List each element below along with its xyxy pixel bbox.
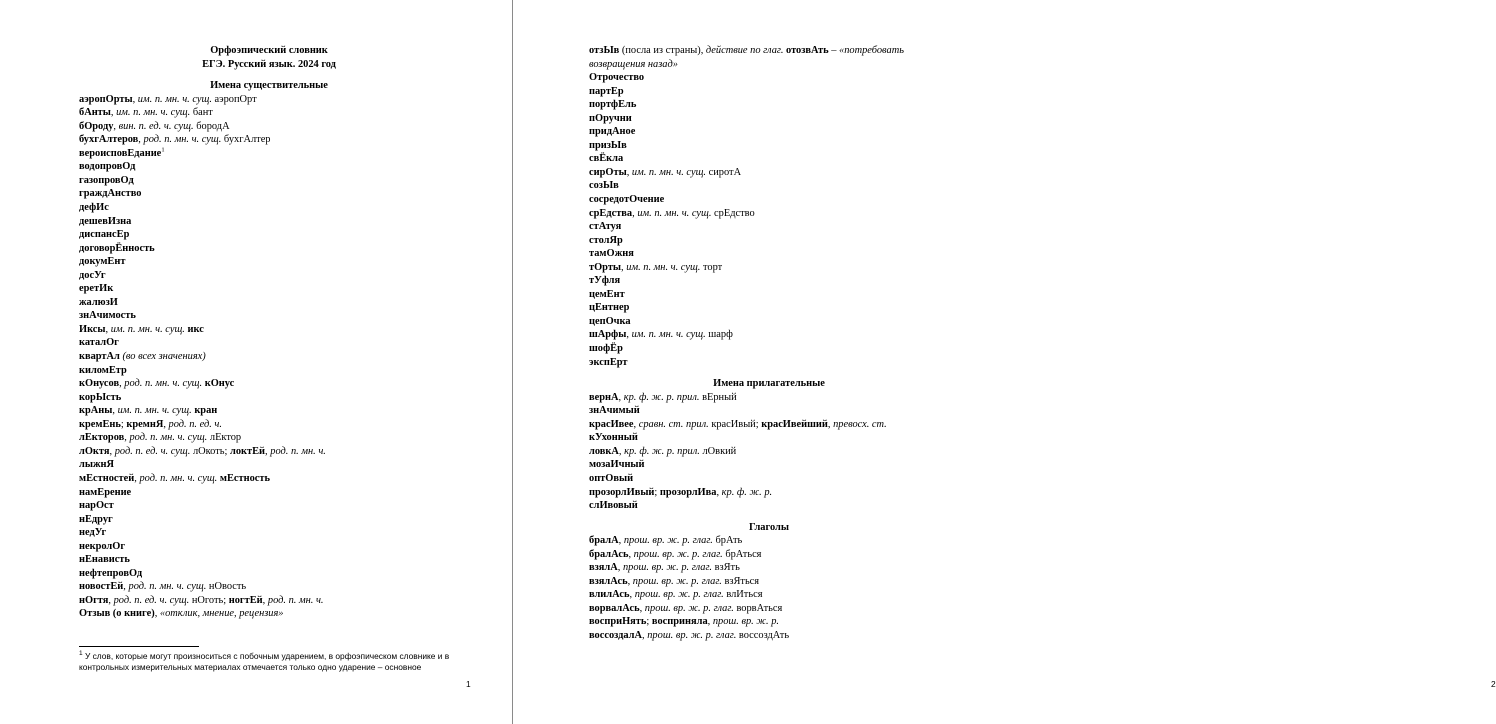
headword: новостЕй <box>79 581 124 593</box>
grammar-note: кр. ф. ж. р. <box>721 486 773 498</box>
headword: слИвовый <box>589 500 638 512</box>
entry-text: , <box>112 405 118 417</box>
dictionary-entry <box>589 85 949 99</box>
dictionary-entry <box>79 336 459 350</box>
headword: досУг <box>79 269 106 281</box>
dictionary-entry <box>589 391 949 405</box>
grammar-note: им. п. мн. ч. сущ. <box>116 107 191 119</box>
dictionary-entry <box>79 567 459 581</box>
dictionary-entry <box>79 594 459 608</box>
document-title: Орфоэпический словник <box>210 45 328 56</box>
entry-text: лЕктор <box>207 432 242 444</box>
dictionary-entry <box>79 255 459 269</box>
headword: кремнЯ <box>126 418 164 430</box>
headword: призЫв <box>589 139 627 151</box>
grammar-note: прош. вр. ж. р. глаг. <box>634 589 724 601</box>
headword: оптОвый <box>589 472 634 484</box>
grammar-note: им. п. мн. ч. сущ. <box>137 93 212 105</box>
headword: мозаИчный <box>589 459 645 471</box>
grammar-note: сравн. ст. прил. <box>638 418 709 430</box>
headword: нЕдруг <box>79 513 113 525</box>
dictionary-entry <box>589 125 949 139</box>
entry-text: нОвость <box>206 581 247 593</box>
entry-text: воссоздАть <box>736 629 790 641</box>
entry-text: , <box>123 581 129 593</box>
headword: аэропОрты <box>79 93 133 105</box>
entry-text: вЕрный <box>699 391 737 403</box>
grammar-note: прош. вр. ж. р. <box>712 616 780 628</box>
entry-text: , <box>626 166 632 178</box>
dictionary-entry <box>79 580 459 594</box>
dictionary-entry <box>79 472 459 486</box>
entry-text: , <box>119 378 125 390</box>
headword: сирОты <box>589 166 627 178</box>
dictionary-entry <box>589 328 949 342</box>
dictionary-entry <box>589 575 949 589</box>
headword: отзЫв <box>589 45 620 56</box>
dictionary-entry <box>589 152 949 166</box>
headword: воссоздалА <box>589 629 643 641</box>
entry-text: брАться <box>722 548 762 560</box>
dictionary-entry <box>589 274 949 288</box>
grammar-note: род. п. мн. ч. сущ. <box>139 472 218 484</box>
page-number: 2 <box>1491 679 1496 689</box>
entry-text: , <box>265 445 271 457</box>
headword: бралАсь <box>589 548 629 560</box>
entry-text: , <box>632 207 638 219</box>
headword: киломЕтр <box>79 364 127 376</box>
dictionary-entry <box>79 120 459 134</box>
entry-text: влИться <box>723 589 763 601</box>
dictionary-entry <box>589 561 949 575</box>
dictionary-entry <box>79 486 459 500</box>
dictionary-entry <box>79 458 459 472</box>
grammar-note: (во всех значениях) <box>119 351 206 363</box>
headword: шофЁр <box>589 343 623 355</box>
dictionary-entry <box>79 106 459 120</box>
dictionary-entry <box>79 174 459 188</box>
entry-text: , <box>163 418 169 430</box>
dictionary-entry <box>589 98 949 112</box>
headword: срЕдства <box>589 207 633 219</box>
grammar-note: прош. вр. ж. р. глаг. <box>633 548 723 560</box>
headword: недУг <box>79 527 107 539</box>
headword: докумЕнт <box>79 256 126 268</box>
headword: цЕнтнер <box>589 302 630 314</box>
dictionary-entry <box>79 296 459 310</box>
entry-text: , <box>716 486 722 498</box>
headword: нОгтя <box>79 594 109 606</box>
headword: мЕстность <box>217 472 270 484</box>
grammar-note: им. п. мн. ч. сущ. <box>631 166 707 178</box>
section-heading-adjectives: Имена прилагательные <box>713 378 825 390</box>
dictionary-entry <box>589 431 949 445</box>
dictionary-entry <box>589 261 949 275</box>
headword: еретИк <box>79 283 114 295</box>
dictionary-entry <box>589 207 949 221</box>
headword: мЕстностей <box>79 472 135 484</box>
dictionary-entry <box>79 187 459 201</box>
grammar-note: «отклик, мнение, рецензия» <box>159 608 284 620</box>
entry-text: срЕдство <box>711 207 755 219</box>
footnote-marker: 1 <box>79 650 83 658</box>
entry-text: бант <box>190 107 213 119</box>
headword: водопровОд <box>79 161 136 173</box>
entry-text: лОвкий <box>699 445 737 457</box>
headword: красИвейший <box>761 418 828 430</box>
headword: кУхонный <box>589 432 638 444</box>
adjective-entry-list <box>589 391 949 513</box>
dictionary-entry <box>589 548 949 562</box>
dictionary-entry <box>79 445 459 459</box>
dictionary-entry <box>589 301 949 315</box>
entry-text: , <box>621 261 627 273</box>
dictionary-entry <box>79 269 459 283</box>
headword: нарОст <box>79 500 114 512</box>
headword: пОручни <box>589 112 632 124</box>
headword: знАчимый <box>589 405 640 417</box>
grammar-note: им. п. мн. ч. сущ. <box>117 405 192 417</box>
grammar-note: прош. вр. ж. р. глаг. <box>623 535 713 547</box>
entry-text: бухгАлтер <box>221 134 271 146</box>
headword: намЕрение <box>79 486 132 498</box>
verb-entry-list <box>589 534 949 642</box>
dictionary-entry <box>79 553 459 567</box>
headword: квартАл <box>79 351 120 363</box>
entry-text: , <box>639 602 645 614</box>
headword: некролОг <box>79 540 126 552</box>
grammar-note: род. п. мн. ч. <box>270 445 326 457</box>
dictionary-entry <box>589 315 949 329</box>
grammar-note: им. п. мн. ч. сущ. <box>110 323 185 335</box>
headword: тОрты <box>589 261 622 273</box>
footnote-text: У слов, которые могут произноситься с побочным ударением, в орфоэпическом словнике и в контрольных измерительных материалах отмечается только одно ударение – основное <box>79 651 450 673</box>
dictionary-entry <box>589 472 949 486</box>
section-heading-nouns: Имена существительные <box>210 80 328 92</box>
headword: красИвее <box>589 418 634 430</box>
headword: экспЕрт <box>589 356 628 368</box>
dictionary-entry <box>79 350 459 364</box>
entry-text: взЯться <box>721 575 760 587</box>
headword: свЁкла <box>589 153 624 165</box>
headword: сосредотОчение <box>589 194 665 206</box>
headword: лОктя <box>79 445 110 457</box>
entry-text: , <box>618 391 624 403</box>
entry-text: , <box>707 616 713 628</box>
headword: шАрфы <box>589 329 627 341</box>
grammar-note: им. п. мн. ч. сущ. <box>637 207 712 219</box>
grammar-note: вин. п. ед. ч. сущ. <box>118 120 194 132</box>
grammar-note: прош. вр. ж. р. глаг. <box>622 562 713 574</box>
dictionary-entry <box>589 356 949 370</box>
grammar-note: род. п. мн. ч. сущ. <box>128 581 207 593</box>
dictionary-entry <box>79 499 459 513</box>
entry-text: взЯть <box>712 562 740 574</box>
footnote-separator <box>79 646 199 647</box>
headword: жалюзИ <box>79 296 118 308</box>
dictionary-entry <box>79 431 459 445</box>
entry-text: красИвый; <box>708 418 762 430</box>
entry-text: , <box>626 329 632 341</box>
grammar-note: род. п. мн. ч. сущ. <box>124 378 203 390</box>
dictionary-entry <box>589 342 949 356</box>
headword: диспансЕр <box>79 229 130 241</box>
headword: восприНять <box>589 616 647 628</box>
headword: восприняла <box>651 616 708 628</box>
entry-text: ; <box>120 418 127 430</box>
entry-text: , <box>627 575 633 587</box>
headword: граждАнство <box>79 188 142 200</box>
dictionary-entry <box>79 201 459 215</box>
entry-text: , <box>138 134 144 146</box>
headword: крАны <box>79 405 113 417</box>
grammar-note: род. п. ед. ч. сущ. <box>113 594 190 606</box>
headword: бАнты <box>79 107 111 119</box>
dictionary-entry <box>79 391 459 405</box>
headword: взялАсь <box>589 575 628 587</box>
dictionary-entry <box>79 133 459 147</box>
entry-text: , <box>110 107 117 119</box>
headword: договорЁнность <box>79 242 155 254</box>
dictionary-entry <box>589 288 949 302</box>
dictionary-entry <box>79 309 459 323</box>
headword: партЕр <box>589 85 624 97</box>
dictionary-entry <box>79 418 459 432</box>
entry-text: , <box>108 594 114 606</box>
dictionary-entry <box>589 247 949 261</box>
headword: цепОчка <box>589 315 631 327</box>
headword: дешевИзна <box>79 215 132 227</box>
dictionary-entry <box>79 364 459 378</box>
entry-text: бородА <box>193 120 230 132</box>
dictionary-entry <box>589 71 949 85</box>
headword: ворвалАсь <box>589 602 640 614</box>
grammar-note: род. п. мн. ч. сущ. <box>143 134 222 146</box>
page-1-column <box>79 44 459 621</box>
headword: отозвАть <box>783 45 829 56</box>
grammar-note: кр. ф. ж. р. прил. <box>623 391 700 403</box>
entry-text: лОкоть; <box>190 445 230 457</box>
headword: прозорлИвый <box>589 486 655 498</box>
entry-text: ; <box>654 486 660 498</box>
headword: кОнус <box>202 378 235 390</box>
dictionary-entry <box>79 93 459 107</box>
grammar-note: «потребовать возвращения назад» <box>589 45 904 70</box>
entry-text: шарф <box>705 329 733 341</box>
headword: бралА <box>589 535 619 547</box>
dictionary-entry <box>79 513 459 527</box>
dictionary-entry <box>79 377 459 391</box>
headword: локтЕй <box>230 445 266 457</box>
headword: дефИс <box>79 202 109 214</box>
grammar-note: кр. ф. ж. р. прил. <box>624 445 700 457</box>
entry-text: , <box>628 548 634 560</box>
dictionary-entry <box>79 526 459 540</box>
dictionary-entry <box>589 418 949 432</box>
headword: придАное <box>589 126 636 138</box>
footnote-ref: 1 <box>161 146 165 154</box>
headword: вероисповЕдание <box>79 147 162 159</box>
grammar-note: действие по глаг. <box>705 45 784 56</box>
headword: кОнусов <box>79 378 120 390</box>
dictionary-entry <box>589 499 949 513</box>
headword: лЕкторов <box>79 432 125 444</box>
entry-text: , <box>633 418 639 430</box>
noun-entry-list-continued <box>589 44 949 369</box>
dictionary-entry <box>589 139 949 153</box>
grammar-note: превосх. ст. <box>833 418 887 430</box>
headword: бОроду <box>79 120 114 132</box>
dictionary-entry <box>589 234 949 248</box>
dictionary-entry <box>79 404 459 418</box>
entry-text: , <box>109 445 115 457</box>
dictionary-entry <box>79 282 459 296</box>
grammar-note: им. п. мн. ч. сущ. <box>631 329 706 341</box>
entry-text: , <box>113 120 119 132</box>
grammar-note: род. п. ед. ч. <box>168 418 222 430</box>
dictionary-entry <box>79 160 459 174</box>
dictionary-entry <box>79 540 459 554</box>
dictionary-entry <box>589 458 949 472</box>
entry-text: (посла из страны), <box>619 45 706 56</box>
document-page-1 <box>0 0 512 724</box>
dictionary-entry <box>79 228 459 242</box>
dictionary-entry <box>79 147 459 161</box>
entry-text: нОготь; <box>189 594 229 606</box>
entry-text: ворвАться <box>733 602 783 614</box>
entry-text: – <box>828 45 840 56</box>
headword: прозорлИва <box>659 486 717 498</box>
grammar-note: род. п. мн. ч. сущ. <box>129 432 208 444</box>
grammar-note: им. п. мн. ч. сущ. <box>626 261 701 273</box>
dictionary-entry <box>79 215 459 229</box>
dictionary-entry <box>589 615 949 629</box>
headword: ногтЕй <box>228 594 263 606</box>
headword: Отрочество <box>589 72 645 84</box>
headword: Иксы <box>79 323 106 335</box>
dictionary-entry <box>589 602 949 616</box>
headword: знАчимость <box>79 310 136 322</box>
headword: взялА <box>589 562 618 574</box>
page-number: 1 <box>466 679 471 689</box>
headword: лыжнЯ <box>79 459 114 471</box>
section-heading-verbs: Глаголы <box>749 521 789 533</box>
headword: вернА <box>589 391 619 403</box>
entry-text: , <box>154 608 160 620</box>
headword: ловкА <box>589 445 619 457</box>
headword: каталОг <box>79 337 119 349</box>
entry-text: , <box>618 535 624 547</box>
dictionary-entry <box>589 486 949 500</box>
entry-text: торт <box>700 261 723 273</box>
headword: нЕнависть <box>79 554 130 566</box>
dictionary-entry <box>589 534 949 548</box>
grammar-note: род. п. мн. ч. <box>267 594 324 606</box>
headword: цемЕнт <box>589 288 625 300</box>
entry-text: брАть <box>712 535 743 547</box>
entry-text: ; <box>646 616 652 628</box>
headword: газопровОд <box>79 174 134 186</box>
headword: влилАсь <box>589 589 630 601</box>
dictionary-entry <box>589 629 949 643</box>
dictionary-entry <box>589 193 949 207</box>
headword: тамОжня <box>589 248 634 260</box>
dictionary-entry <box>79 242 459 256</box>
entry-text: , <box>105 323 111 335</box>
dictionary-entry <box>589 588 949 602</box>
headword: нефтепровОд <box>79 567 143 579</box>
entry-text: , <box>262 594 268 606</box>
dictionary-entry <box>589 166 949 180</box>
headword: кран <box>191 405 218 417</box>
entry-text: , <box>132 93 138 105</box>
headword: икс <box>184 323 204 335</box>
headword: созЫв <box>589 180 619 192</box>
entry-text: , <box>124 432 130 444</box>
dictionary-entry <box>79 323 459 337</box>
page-2-column <box>589 44 949 643</box>
dictionary-entry <box>589 179 949 193</box>
grammar-note: прош. вр. ж. р. глаг. <box>644 602 734 614</box>
grammar-note: прош. вр. ж. р. глаг. <box>632 575 722 587</box>
grammar-note: прош. вр. ж. р. глаг. <box>647 629 737 641</box>
dictionary-entry <box>589 112 949 126</box>
footnote <box>79 651 471 673</box>
entry-text: , <box>629 589 635 601</box>
grammar-note: род. п. ед. ч. сущ. <box>114 445 191 457</box>
dictionary-entry <box>79 607 459 621</box>
noun-entry-list <box>79 93 459 621</box>
entry-text: аэропОрт <box>211 93 257 105</box>
headword: столЯр <box>589 234 623 246</box>
entry-text: , <box>618 445 625 457</box>
dictionary-entry <box>589 404 949 418</box>
dictionary-entry <box>589 445 949 459</box>
entry-text: , <box>134 472 140 484</box>
headword: кремЕнь <box>79 418 121 430</box>
dictionary-entry <box>589 44 949 71</box>
dictionary-entry <box>589 220 949 234</box>
headword: портфЕль <box>589 99 637 111</box>
document-subtitle: ЕГЭ. Русский язык. 2024 год <box>202 58 336 70</box>
entry-text: сиротА <box>706 166 742 178</box>
entry-text: , <box>827 418 834 430</box>
headword: бухгАлтеров <box>79 134 139 146</box>
entry-text: , <box>617 562 623 574</box>
entry-text: , <box>642 629 648 641</box>
headword: Отзыв (о книге) <box>79 608 155 620</box>
headword: стАтуя <box>589 221 622 233</box>
headword: корЫсть <box>79 391 122 403</box>
headword: тУфля <box>589 275 621 287</box>
